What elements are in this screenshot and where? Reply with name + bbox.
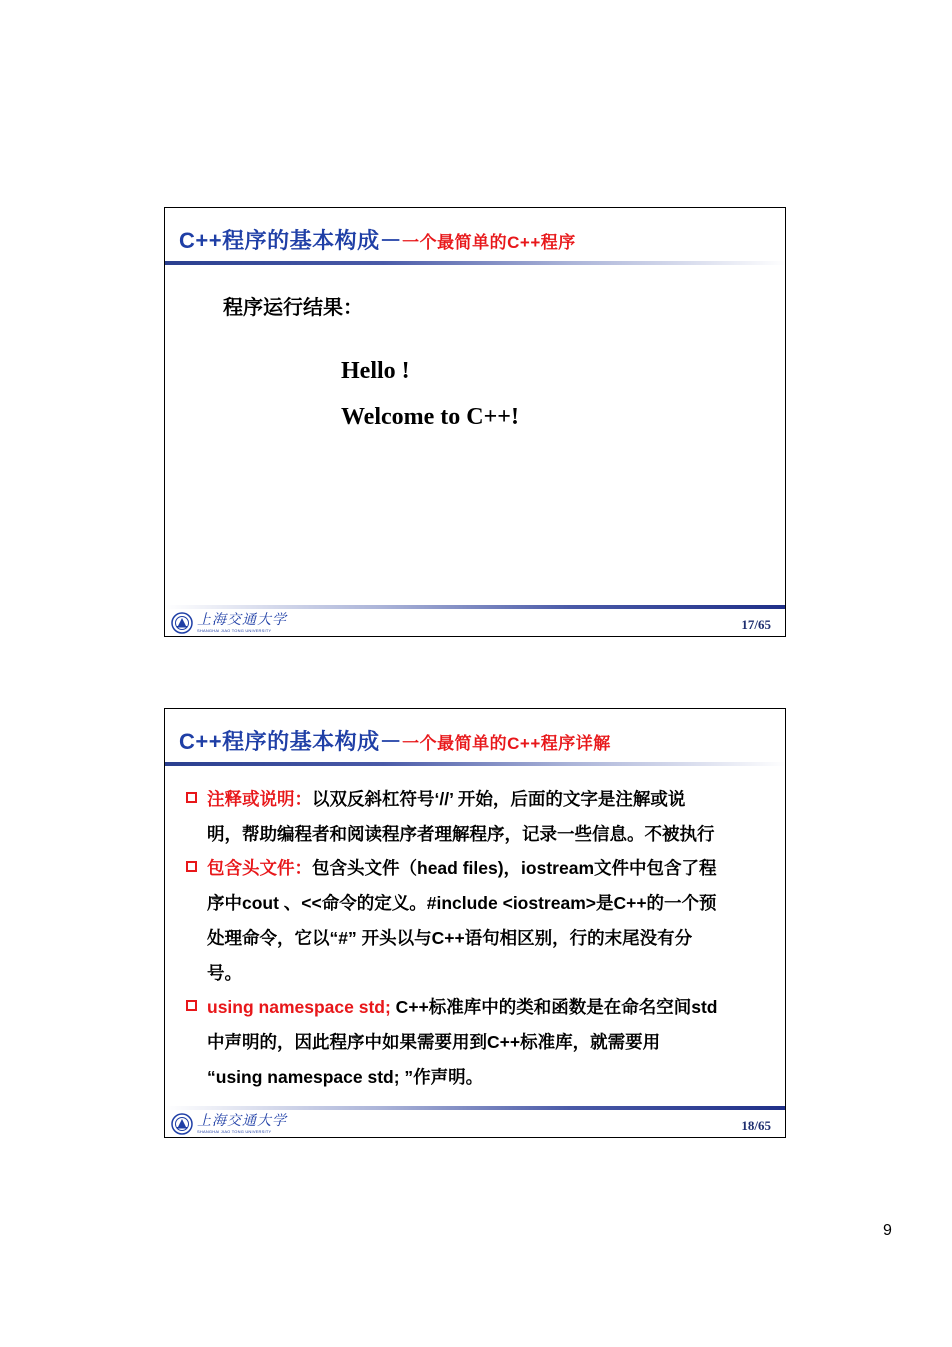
bullet-comments: 注释或说明：以双反斜杠符号‘//’ 开始，后面的文字是注解或说 明，帮助编程者和阅读程序者理解程序，记录一些信息。不被执行 (183, 782, 779, 851)
university-name-cn: 上海交通大学 (197, 1113, 287, 1129)
university-name-cn: 上海交通大学 (197, 612, 287, 628)
output-line-hello: Hello ! (341, 358, 410, 384)
bullet-header-files: 包含头文件：包含头文件（head files)，iostream文件中包含了程 序中cout 、<<命令的定义。#include <iostream>是C++的一个预 处理命令，它以“#” 开头以与C++语句相区别，行的末尾没有分 号。 (183, 851, 779, 990)
slide-17 (164, 207, 786, 637)
bullet-label: using namespace std; (207, 997, 391, 1018)
bullet-namespace: using namespace std; C++标准库中的类和函数是在命名空间std 中声明的，因此程序中如果需要用到C++标准库，就需要用 “using namespace std; ”作声明。 (183, 990, 779, 1094)
slide-page-number: 18/65 (741, 1118, 771, 1133)
checkbox-bullet-icon (186, 792, 197, 803)
slide-page-number: 17/65 (741, 617, 771, 632)
bullet-label: 包含头文件： (207, 858, 312, 879)
slide-18 (164, 708, 786, 1138)
slide-title: C++程序的基本构成－一个最简单的C++程序 (179, 228, 576, 253)
university-name-en: SHANGHAI JIAO TONG UNIVERSITY (197, 1129, 272, 1134)
university-logo (171, 612, 287, 634)
university-name-en: SHANGHAI JIAO TONG UNIVERSITY (197, 628, 272, 633)
bullet-label: 注释或说明： (207, 789, 312, 809)
slide-title: C++程序的基本构成－一个最简单的C++程序详解 (179, 729, 611, 754)
checkbox-bullet-icon (186, 861, 197, 872)
slide-subtitle: 一个最简单的C++程序 (402, 233, 576, 252)
footer-divider (165, 1106, 786, 1110)
result-heading: 程序运行结果： (223, 297, 363, 319)
footer-divider (165, 605, 786, 609)
university-logo (171, 1113, 287, 1135)
output-line-welcome: Welcome to C++! (341, 404, 519, 430)
university-seal-icon (171, 1113, 193, 1135)
title-divider (165, 762, 786, 766)
bullet-list (183, 782, 779, 1094)
university-seal-icon (171, 612, 193, 634)
checkbox-bullet-icon (186, 1000, 197, 1011)
slide-subtitle: 一个最简单的C++程序详解 (402, 734, 611, 753)
title-divider (165, 261, 786, 265)
document-page-number: 9 (883, 1222, 892, 1239)
